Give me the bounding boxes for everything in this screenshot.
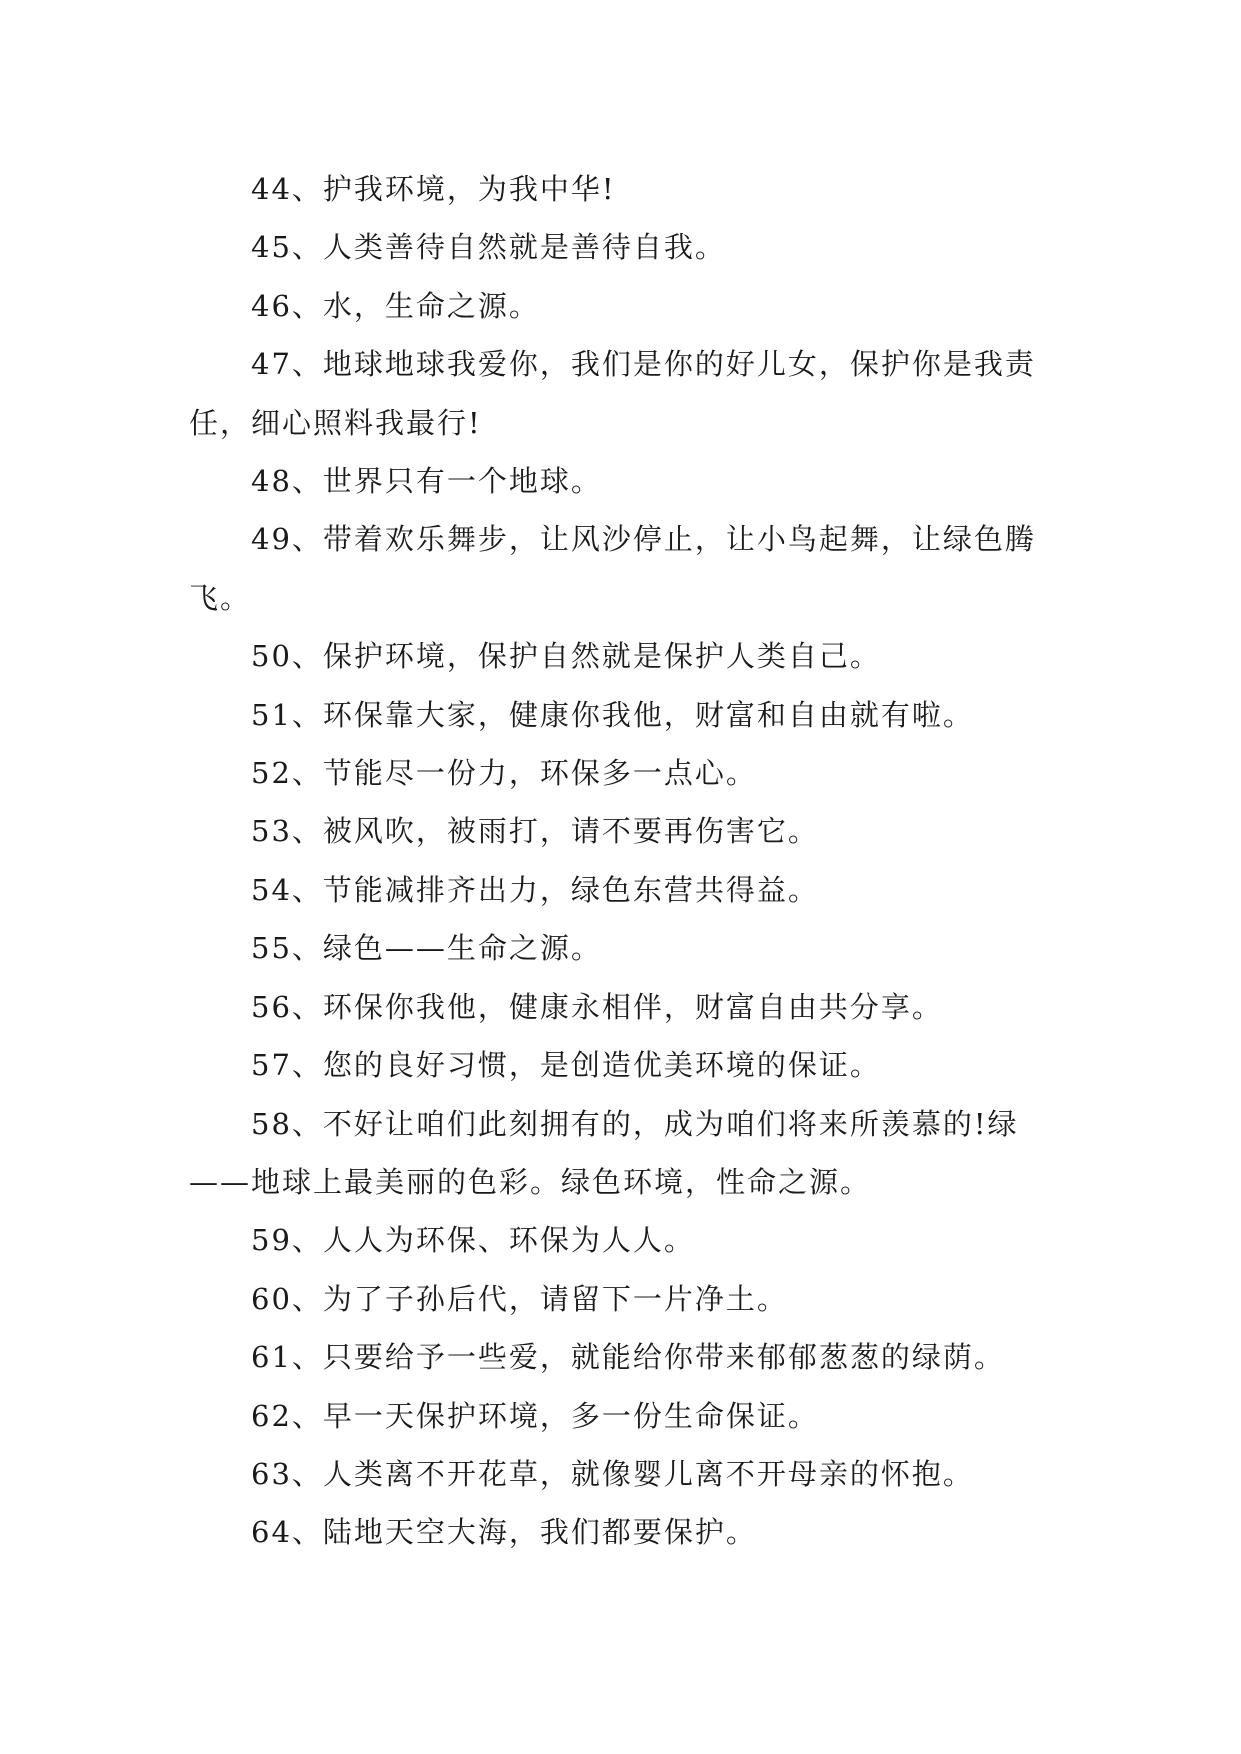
paragraph-47: 47、地球地球我爱你，我们是你的好儿女，保护你是我责任，细心照料我最行! [189,347,1036,440]
paragraph-50: 50、保护环境，保护自然就是保护人类自己。 [251,639,881,674]
paragraph-59: 59、人人为环保、环保为人人。 [251,1223,695,1258]
paragraph-52: 52、节能尽一份力，环保多一点心。 [251,756,757,791]
paragraph-54: 54、节能减排齐出力，绿色东营共得益。 [251,872,819,907]
paragraph-48: 48、世界只有一个地球。 [251,464,602,499]
paragraph-56: 56、环保你我他，健康永相伴，财富自由共分享。 [251,989,943,1024]
paragraph-53: 53、被风吹，被雨打，请不要再伤害它。 [251,814,819,849]
paragraph-61: 61、只要给予一些爱，就能给你带来郁郁葱葱的绿荫。 [251,1340,1005,1375]
paragraph-46: 46、水，生命之源。 [251,288,540,323]
paragraph-51: 51、环保靠大家，健康你我他，财富和自由就有啦。 [251,697,974,732]
paragraph-63: 63、人类离不开花草，就像婴儿离不开母亲的怀抱。 [251,1456,974,1491]
paragraph-64: 64、陆地天空大海，我们都要保护。 [251,1515,757,1550]
paragraph-49: 49、带着欢乐舞步，让风沙停止，让小鸟起舞，让绿色腾飞。 [189,522,1036,615]
paragraph-45: 45、人类善待自然就是善待自我。 [251,230,726,265]
paragraph-58: 58、不好让咱们此刻拥有的，成为咱们将来所羡慕的!绿——地球上最美丽的色彩。绿色环境，性命之源。 [189,1106,1019,1199]
paragraph-44: 44、护我环境，为我中华! [251,172,616,206]
paragraph-57: 57、您的良好习惯，是创造优美环境的保证。 [251,1048,881,1083]
paragraph-60: 60、为了子孙后代，请留下一片净土。 [251,1281,788,1316]
document-body [189,160,1051,1562]
paragraph-62: 62、早一天保护环境，多一份生命保证。 [251,1398,819,1433]
paragraph-55: 55、绿色——生命之源。 [251,931,602,966]
